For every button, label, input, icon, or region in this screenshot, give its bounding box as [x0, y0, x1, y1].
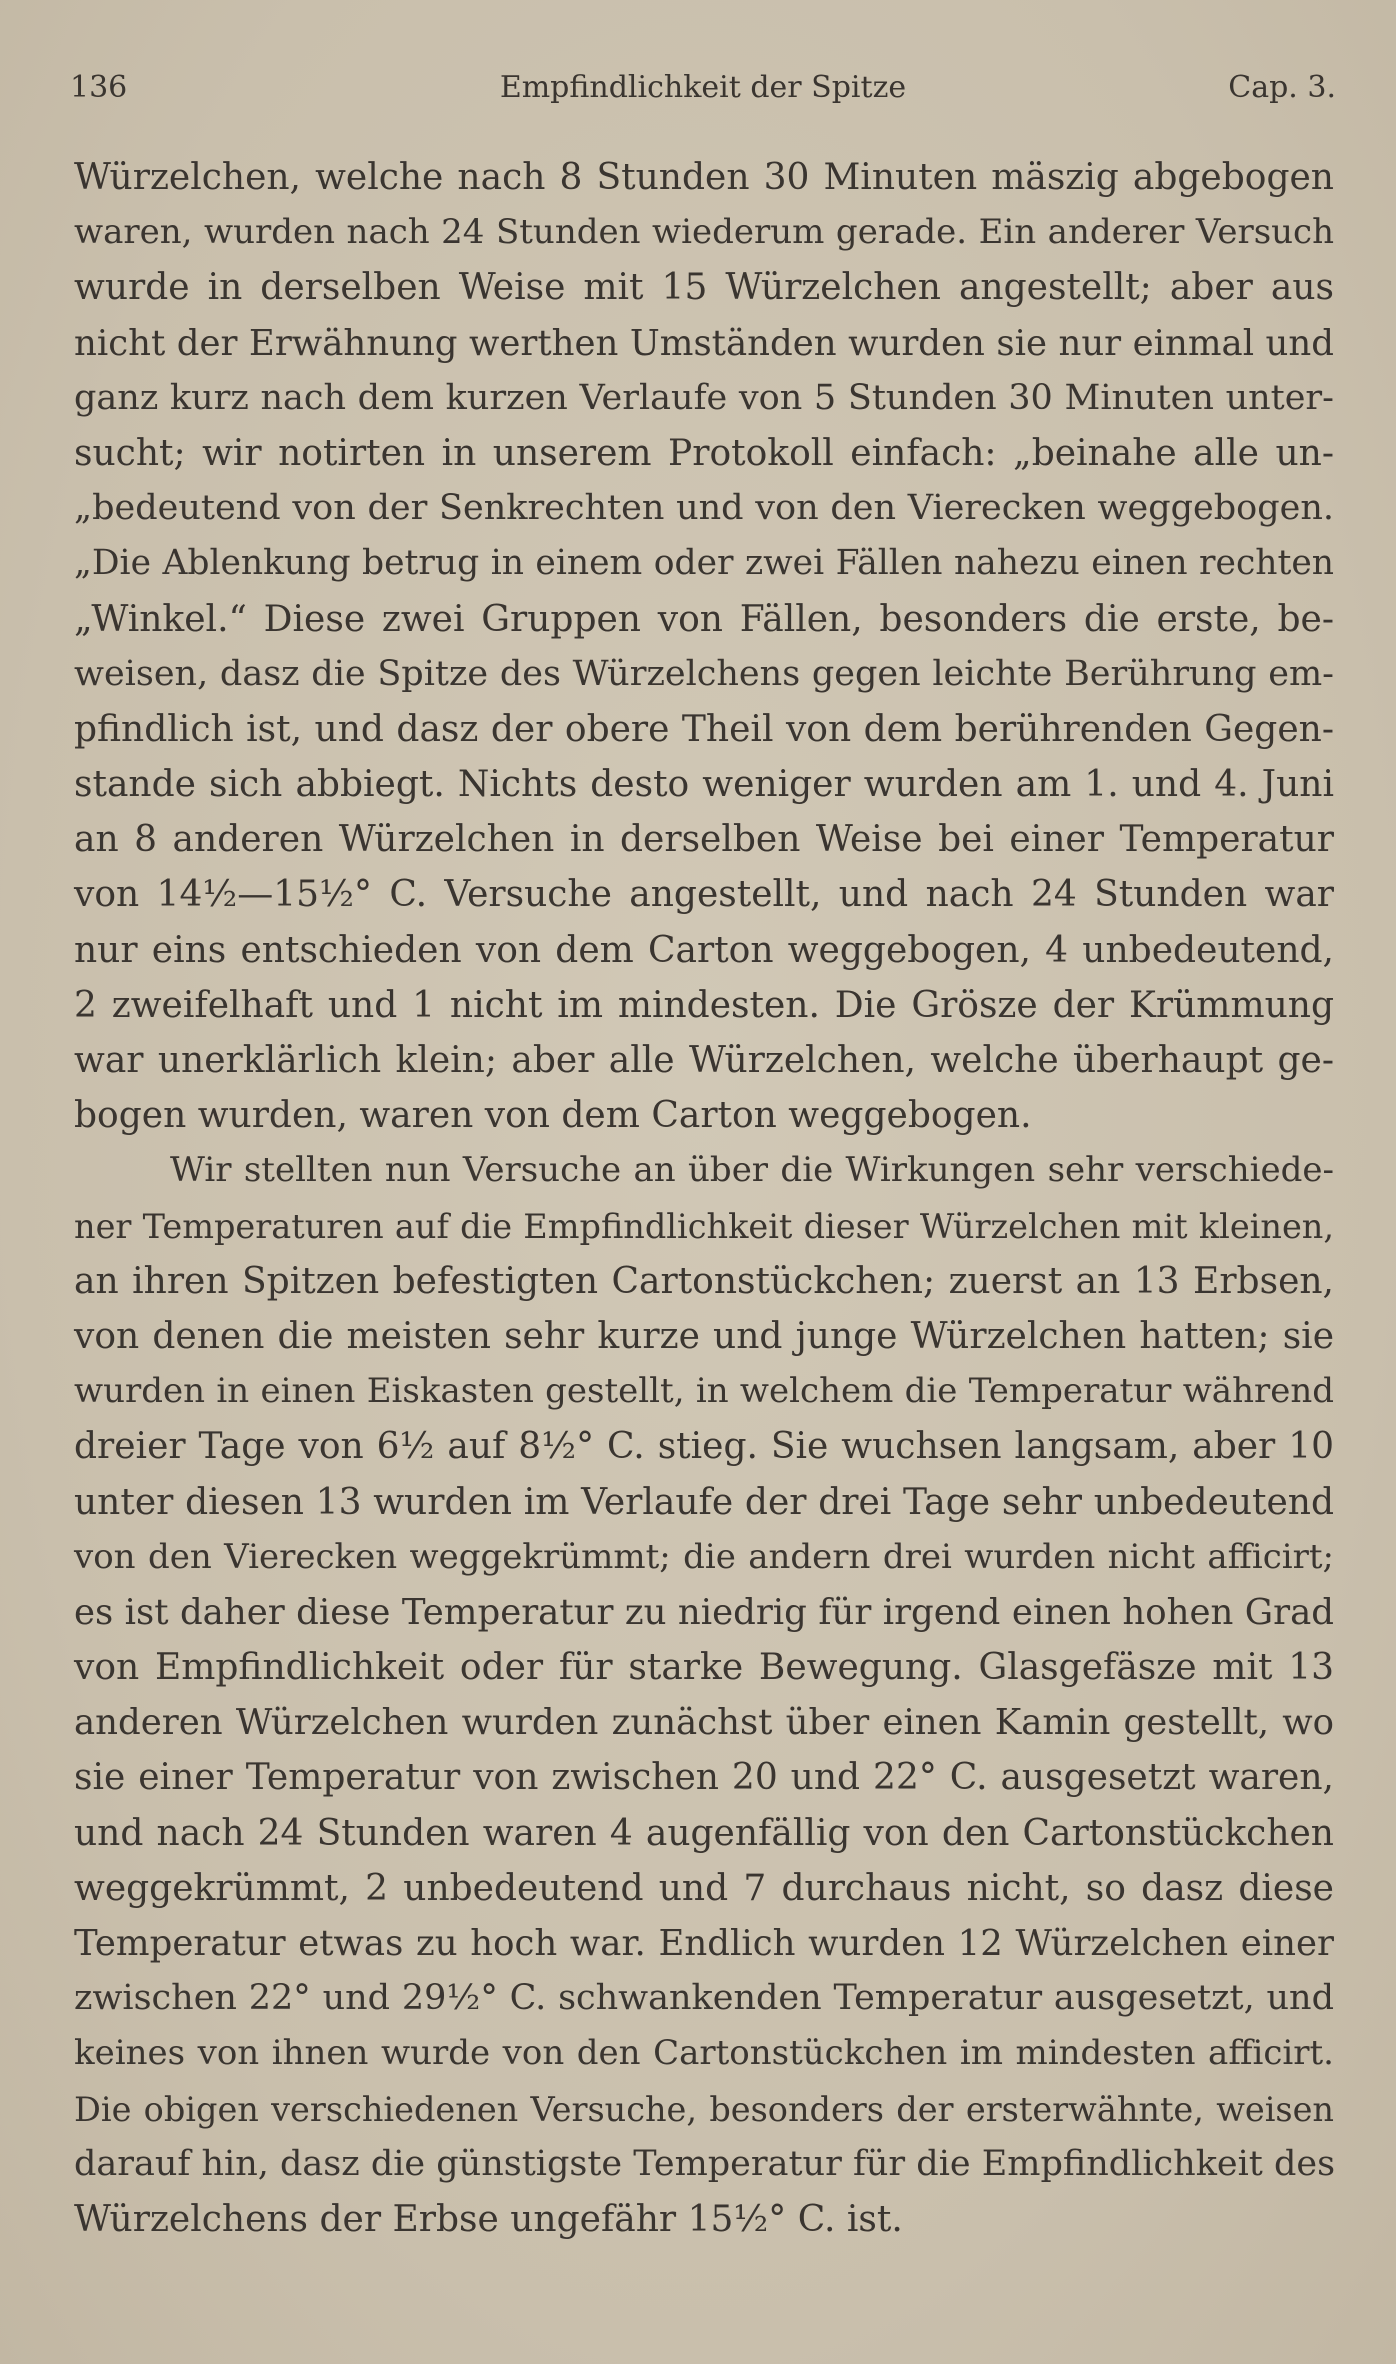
page-number: 136 — [70, 70, 128, 105]
text-line: Würzelchens der Erbse ungefähr 15½° C. ist. — [74, 2198, 903, 2240]
text-line: war unerklärlich klein; aber alle Würzelchen, welche überhaupt ge- — [74, 1040, 1334, 1081]
text-line: waren, wurden nach 24 Stunden wiederum gerade. Ein anderer Versuch — [74, 212, 1334, 253]
text-line: Temperatur etwas zu hoch war. Endlich wurden 12 Würzelchen einer — [74, 1923, 1334, 1964]
text-line: Wir stellten nun Versuche an über die Wirkungen sehr verschiede- — [170, 1150, 1334, 1191]
text-line: ner Temperaturen auf die Empfindlichkeit dieser Würzelchen mit kleinen, — [74, 1206, 1334, 1246]
text-line: „Winkel.“ Diese zwei Gruppen von Fällen, besonders die erste, be- — [74, 598, 1334, 640]
text-line: ganz kurz nach dem kurzen Verlaufe von 5 Stunden 30 Minuten unter- — [74, 377, 1334, 418]
text-line: bogen wurden, waren von dem Carton weggebogen. — [74, 1095, 1032, 1137]
text-line: von 14½—15½° C. Versuche angestellt, und nach 24 Stunden war — [74, 874, 1334, 916]
text-line: von Empfindlichkeit oder für starke Bewegung. Glasgefäsze mit 13 — [74, 1647, 1334, 1689]
text-line: und nach 24 Stunden waren 4 augenfällig von den Cartonstückchen — [74, 1812, 1334, 1854]
text-line: sie einer Temperatur von zwischen 20 und 22° C. ausgesetzt waren, — [74, 1757, 1334, 1799]
text-line: weggekrümmt, 2 unbedeutend und 7 durchaus nicht, so dasz diese — [74, 1867, 1334, 1909]
text-line: an 8 anderen Würzelchen in derselben Weise bei einer Temperatur — [74, 819, 1334, 861]
text-line: nur eins entschieden von dem Carton weggebogen, 4 unbedeutend, — [74, 929, 1334, 971]
text-line: an ihren Spitzen befestigten Cartonstückchen; zuerst an 13 Erbsen, — [74, 1260, 1334, 1302]
text-line: von denen die meisten sehr kurze und junge Würzelchen hatten; sie — [74, 1315, 1334, 1357]
chapter-label: Cap. 3. — [1228, 70, 1336, 105]
text-line: von den Vierecken weggekrümmt; die andern drei wurden nicht afficirt; — [74, 1536, 1334, 1577]
text-line: weisen, dasz die Spitze des Würzelchens gegen leichte Berührung em- — [74, 653, 1334, 694]
text-line: „bedeutend von der Senkrechten und von den Vierecken weggebogen. — [74, 488, 1334, 529]
text-line: stande sich abbiegt. Nichts desto weniger wurden am 1. und 4. Juni — [74, 764, 1334, 806]
text-line: 2 zweifelhaft und 1 nicht im mindesten. Die Grösze der Krümmung — [74, 984, 1334, 1026]
text-line: wurden in einen Eiskasten gestellt, in welchem die Temperatur während — [74, 1371, 1334, 1412]
page-header — [70, 66, 1336, 110]
text-line: nicht der Erwähnung werthen Umständen wurden sie nur einmal und — [74, 322, 1334, 364]
text-line: sucht; wir notirten in unserem Protokoll einfach: „beinahe alle un- — [74, 432, 1334, 474]
text-line: unter diesen 13 wurden im Verlaufe der drei Tage sehr unbedeutend — [74, 1481, 1334, 1523]
text-line: darauf hin, dasz die günstigste Temperatur für die Empfindlichkeit des — [74, 2143, 1336, 2184]
text-line: pfindlich ist, und dasz der obere Theil von dem berührenden Gegen- — [74, 708, 1334, 750]
body-text — [74, 150, 1334, 2247]
text-line: anderen Würzelchen wurden zunächst über einen Kamin gestellt, wo — [74, 1702, 1334, 1744]
text-line: wurde in derselben Weise mit 15 Würzelchen angestellt; aber aus — [74, 267, 1334, 309]
text-line: dreier Tage von 6½ auf 8½° C. stieg. Sie wuchsen langsam, aber 10 — [74, 1426, 1334, 1468]
text-line: Würzelchen, welche nach 8 Stunden 30 Minuten mäszig abgebogen — [74, 157, 1334, 198]
running-title: Empfindlichkeit der Spitze — [499, 70, 907, 105]
text-line: Die obigen verschiedenen Versuche, besonders der ersterwähnte, weisen — [74, 2089, 1334, 2129]
text-line: keines von ihnen wurde von den Cartonstückchen im mindesten afficirt. — [74, 2033, 1334, 2074]
text-line: es ist daher diese Temperatur zu niedrig für irgend einen hohen Grad — [74, 1591, 1334, 1633]
text-line: zwischen 22° und 29½° C. schwankenden Temperatur ausgesetzt, und — [74, 1978, 1334, 2019]
text-line: „Die Ablenkung betrug in einem oder zwei Fällen nahezu einen rechten — [74, 543, 1334, 584]
